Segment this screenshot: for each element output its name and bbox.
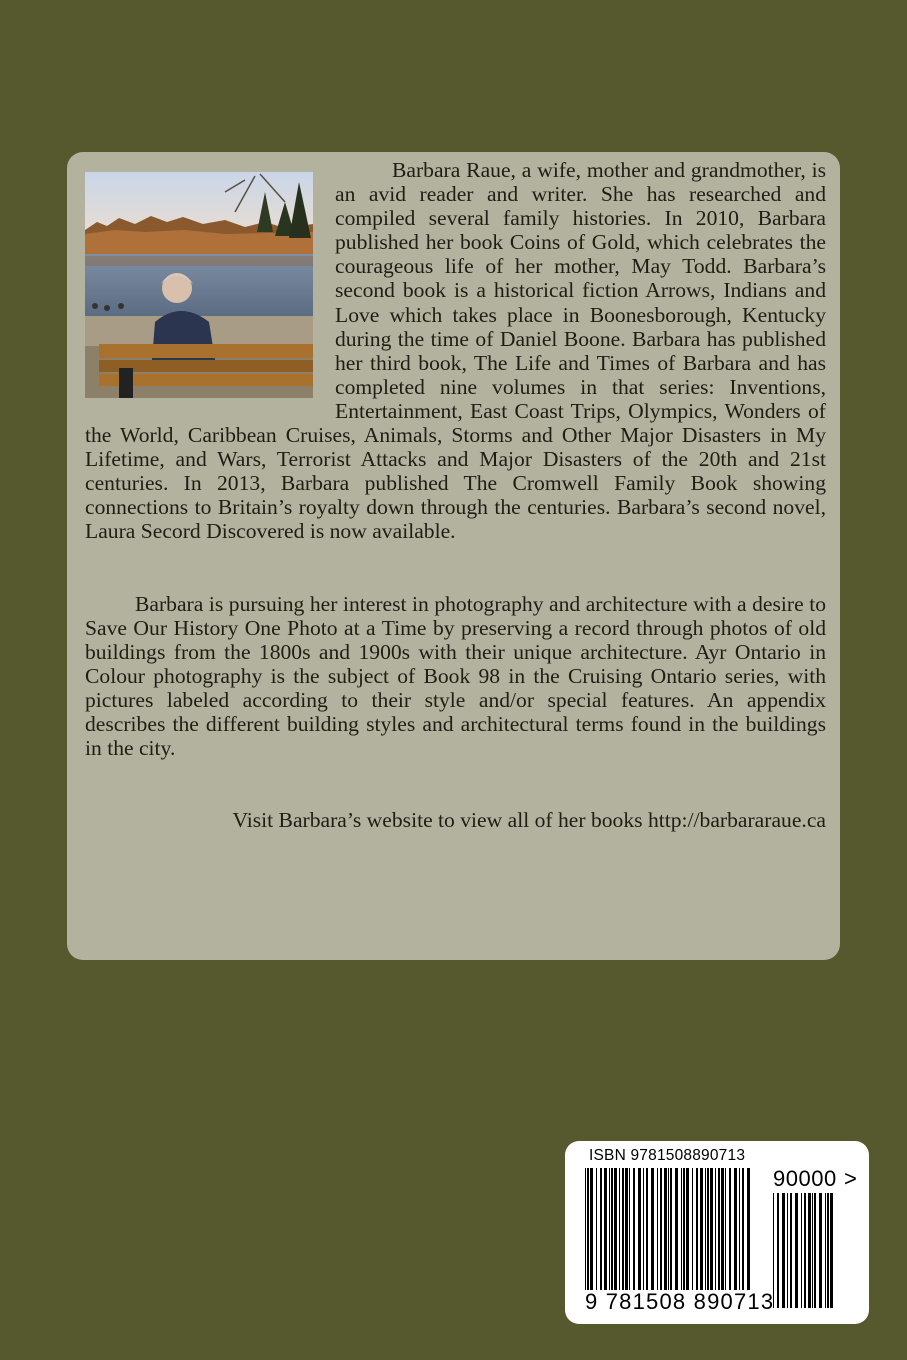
barcode-bar <box>686 1168 689 1290</box>
barcode-bar <box>660 1168 662 1290</box>
barcode-bar <box>819 1193 822 1308</box>
barcode-bar <box>609 1168 610 1290</box>
barcode-bar <box>734 1168 737 1290</box>
barcode-bar <box>782 1193 785 1308</box>
barcode-bar <box>585 1168 586 1290</box>
barcode-bar <box>729 1168 731 1290</box>
barcode-bar <box>707 1168 709 1290</box>
barcode-bar <box>777 1193 779 1308</box>
barcode-bar <box>742 1168 744 1290</box>
barcode-bar <box>675 1168 678 1290</box>
barcode-bar <box>638 1168 641 1290</box>
barcode-bar <box>692 1168 693 1290</box>
barcode-bar <box>787 1193 788 1308</box>
barcode-bar <box>801 1193 802 1308</box>
barcode-bar <box>611 1168 613 1290</box>
barcode-bar <box>710 1168 713 1290</box>
barcode-bar <box>705 1168 706 1290</box>
author-bio-panel <box>67 152 840 960</box>
barcode-bar <box>590 1168 593 1290</box>
barcode-bar <box>700 1168 703 1290</box>
barcode-bar <box>795 1193 798 1308</box>
barcode-bar <box>657 1168 658 1290</box>
barcode-bar <box>643 1168 644 1290</box>
barcode-bars <box>585 1168 753 1290</box>
barcode-bar <box>629 1168 630 1290</box>
barcode-bar <box>830 1193 833 1308</box>
price-addon-bars <box>773 1193 837 1308</box>
barcode-bar <box>804 1193 806 1308</box>
barcode-bar <box>814 1193 816 1308</box>
bio-paragraph-1: Barbara Raue, a wife, mother and grandmother, is an avid reader and writer. She has researched and compiled several family histories. In 2010, Barbara published her book Coins of Gold, which celebrates the courageous life of her mother, May Todd. Barbara’s second book is a historical fiction Arrows, Indians and Love which takes place in Boonesborough, Kentucky during the time of Daniel Boone. Barbara has published her third book, The Life and Times of Barbara and has completed nine volumes in that series: Inventions, Entertainment, East Coast Trips, Olympics, Wonders of the World, Caribbean Cruises, Animals, Storms and Other Major Disasters in My Lifetime, and Wars, Terrorist Attacks and Major Disasters of the 20th and 21st centuries. In 2013, Barbara published The Cromwell Family Book showing connections to Britain’s royalty down through the centuries. Barbara’s second novel, Laura Secord Discovered is now available. <box>85 158 826 544</box>
barcode-bar <box>747 1168 750 1290</box>
barcode-bar <box>681 1168 682 1290</box>
barcode-bar <box>587 1168 589 1290</box>
barcode-bar <box>614 1168 617 1290</box>
barcode-bar <box>827 1193 829 1308</box>
isbn-label: ISBN 9781508890713 <box>589 1147 746 1164</box>
isbn-digits: 9 781508 890713 <box>585 1289 775 1314</box>
barcode-bar <box>646 1168 648 1290</box>
barcode-bar <box>696 1168 698 1290</box>
barcode-bar <box>668 1168 669 1290</box>
barcode-bar <box>633 1168 635 1290</box>
barcode-bar <box>739 1168 740 1290</box>
price-arrow: > <box>844 1166 857 1191</box>
spacer <box>85 544 826 592</box>
barcode-bar <box>808 1193 811 1308</box>
barcode-bar <box>625 1168 628 1290</box>
barcode-bar <box>715 1168 716 1290</box>
barcode-bar <box>651 1168 654 1290</box>
isbn-barcode-box <box>565 1141 869 1324</box>
barcode-bar <box>622 1168 624 1290</box>
barcode-bar <box>790 1193 792 1308</box>
barcode-bar <box>718 1168 720 1290</box>
barcode-bar <box>670 1168 672 1290</box>
author-photo <box>85 172 313 398</box>
barcode-bar <box>596 1168 597 1290</box>
barcode-bar <box>664 1168 667 1290</box>
bio-paragraph-2: Barbara is pursuing her interest in photography and architecture with a desire to Save Our History One Photo at a Time by preserving a record through photos of old buildings from the 1800s and 1900s with their unique architecture. Ayr Ontario in Colour photography is the subject of Book 98 in the Cruising Ontario series, with pictures labeled according to their style and/or special features. An appendix describes the different building styles and architectural terms found in the buildings in the city. <box>85 591 826 761</box>
barcode-bar <box>600 1168 602 1290</box>
barcode-bar <box>725 1168 726 1290</box>
spacer <box>85 760 826 808</box>
barcode-bar <box>604 1168 607 1290</box>
price-code: 90000 <box>773 1166 837 1191</box>
barcode-bar <box>619 1168 620 1290</box>
website-line: Visit Barbara’s website to view all of her books http://barbararaue.ca <box>232 808 826 833</box>
barcode-bar <box>812 1193 813 1308</box>
barcode-bar <box>825 1193 826 1308</box>
barcode-bar <box>683 1168 685 1290</box>
barcode-bar <box>721 1168 724 1290</box>
